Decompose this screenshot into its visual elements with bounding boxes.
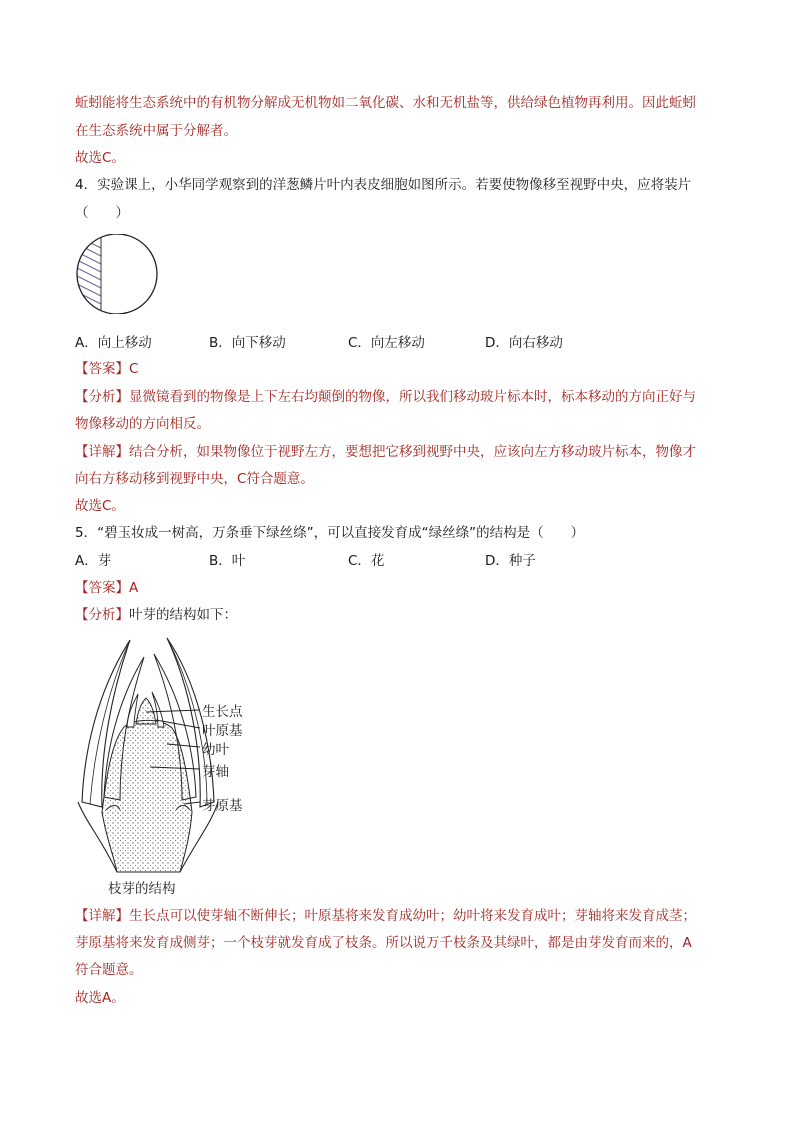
q5-conclusion: 故选A。 <box>75 990 125 1006</box>
q4-option-a[interactable]: A．向上移动 <box>75 335 152 351</box>
q4-detail-line2: 向右方移动移到视野中央，C符合题意。 <box>75 471 314 487</box>
q3-text-line2: 在生态系统中属于分解者。 <box>75 123 237 139</box>
q4-conclusion: 故选C。 <box>75 498 125 514</box>
q3-conclusion: 故选C。 <box>75 150 125 166</box>
q4-answer-value: C <box>129 361 139 377</box>
q4-stem-line2: （ ） <box>75 205 129 221</box>
bud-axis <box>102 720 192 872</box>
q4-detail-text1: 结合分析，如果物像位于视野左方，要想把它移到视野中央，应该向左方移动玻片标本，物像才 <box>129 444 696 460</box>
q4-detail-line1 <box>75 442 696 462</box>
q4-analysis-tag: 【分析】 <box>75 389 129 405</box>
q5-answer-value: A <box>129 580 139 596</box>
q4-options <box>75 333 775 353</box>
q5-detail-line1 <box>75 906 696 926</box>
q5-answer-tag: 【答案】 <box>75 580 129 596</box>
q4-analysis-line1 <box>75 387 696 407</box>
q4-answer-tag: 【答案】 <box>75 361 129 377</box>
q5-detail-line2: 芽原基将来发育成侧芽；一个枝芽就发育成了枝条。所以说万千枝条及其绿叶，都是由芽发育而来的，A <box>75 935 692 951</box>
q5-detail-tag: 【详解】 <box>75 908 129 924</box>
q5-options <box>75 551 775 571</box>
q5-answer <box>75 578 138 598</box>
q5-stem: 5．“碧玉妆成一树高，万条垂下绿丝绦”，可以直接发育成“绿丝绦”的结构是（ ） <box>75 525 585 541</box>
q4-option-c[interactable]: C．向左移动 <box>348 335 425 351</box>
q4-stem-line1: 4．实验课上，小华同学观察到的洋葱鳞片叶内表皮细胞如图所示。若要使物像移至视野中央，应将装片 <box>75 177 692 193</box>
q5-detail-line3: 符合题意。 <box>75 962 143 978</box>
q4-answer <box>75 359 138 379</box>
q4-detail-tag: 【详解】 <box>75 444 129 460</box>
bud-structure-figure <box>72 632 272 877</box>
microscope-field-figure <box>73 234 163 314</box>
q3-text-line1: 蚯蚓能将生态系统中的有机物分解成无机物如二氧化碳、水和无机盐等，供给绿色植物再利用。因此蚯蚓 <box>75 95 696 111</box>
q4-analysis-line2: 物像移动的方向相反。 <box>75 416 210 432</box>
label-leaf-primordium: 叶原基 <box>202 723 243 739</box>
label-growing-point: 生长点 <box>202 704 243 720</box>
q4-option-b[interactable]: B．向下移动 <box>209 335 286 351</box>
q5-option-b[interactable]: B．叶 <box>209 553 246 569</box>
label-bud-primordium: 芽原基 <box>202 798 243 814</box>
q5-detail-text1: 生长点可以使芽轴不断伸长；叶原基将来发育成幼叶；幼叶将来发育成叶；芽轴将来发育成茎； <box>129 908 696 924</box>
q5-option-d[interactable]: D．种子 <box>485 553 536 569</box>
q5-analysis-text: 叶芽的结构如下： <box>129 607 237 623</box>
growing-point <box>136 698 156 724</box>
figure-caption: 枝芽的结构 <box>108 881 176 897</box>
label-bud-axis: 芽轴 <box>202 764 229 780</box>
label-young-leaf: 幼叶 <box>202 742 229 758</box>
q5-option-a[interactable]: A．芽 <box>75 553 112 569</box>
q5-analysis-tag: 【分析】 <box>75 607 129 623</box>
q5-option-c[interactable]: C．花 <box>348 553 385 569</box>
q4-analysis-text1: 显微镜看到的物像是上下左右均颠倒的物像，所以我们移动玻片标本时，标本移动的方向正好与 <box>129 389 696 405</box>
q4-option-d[interactable]: D．向右移动 <box>485 335 563 351</box>
q5-analysis <box>75 605 237 625</box>
